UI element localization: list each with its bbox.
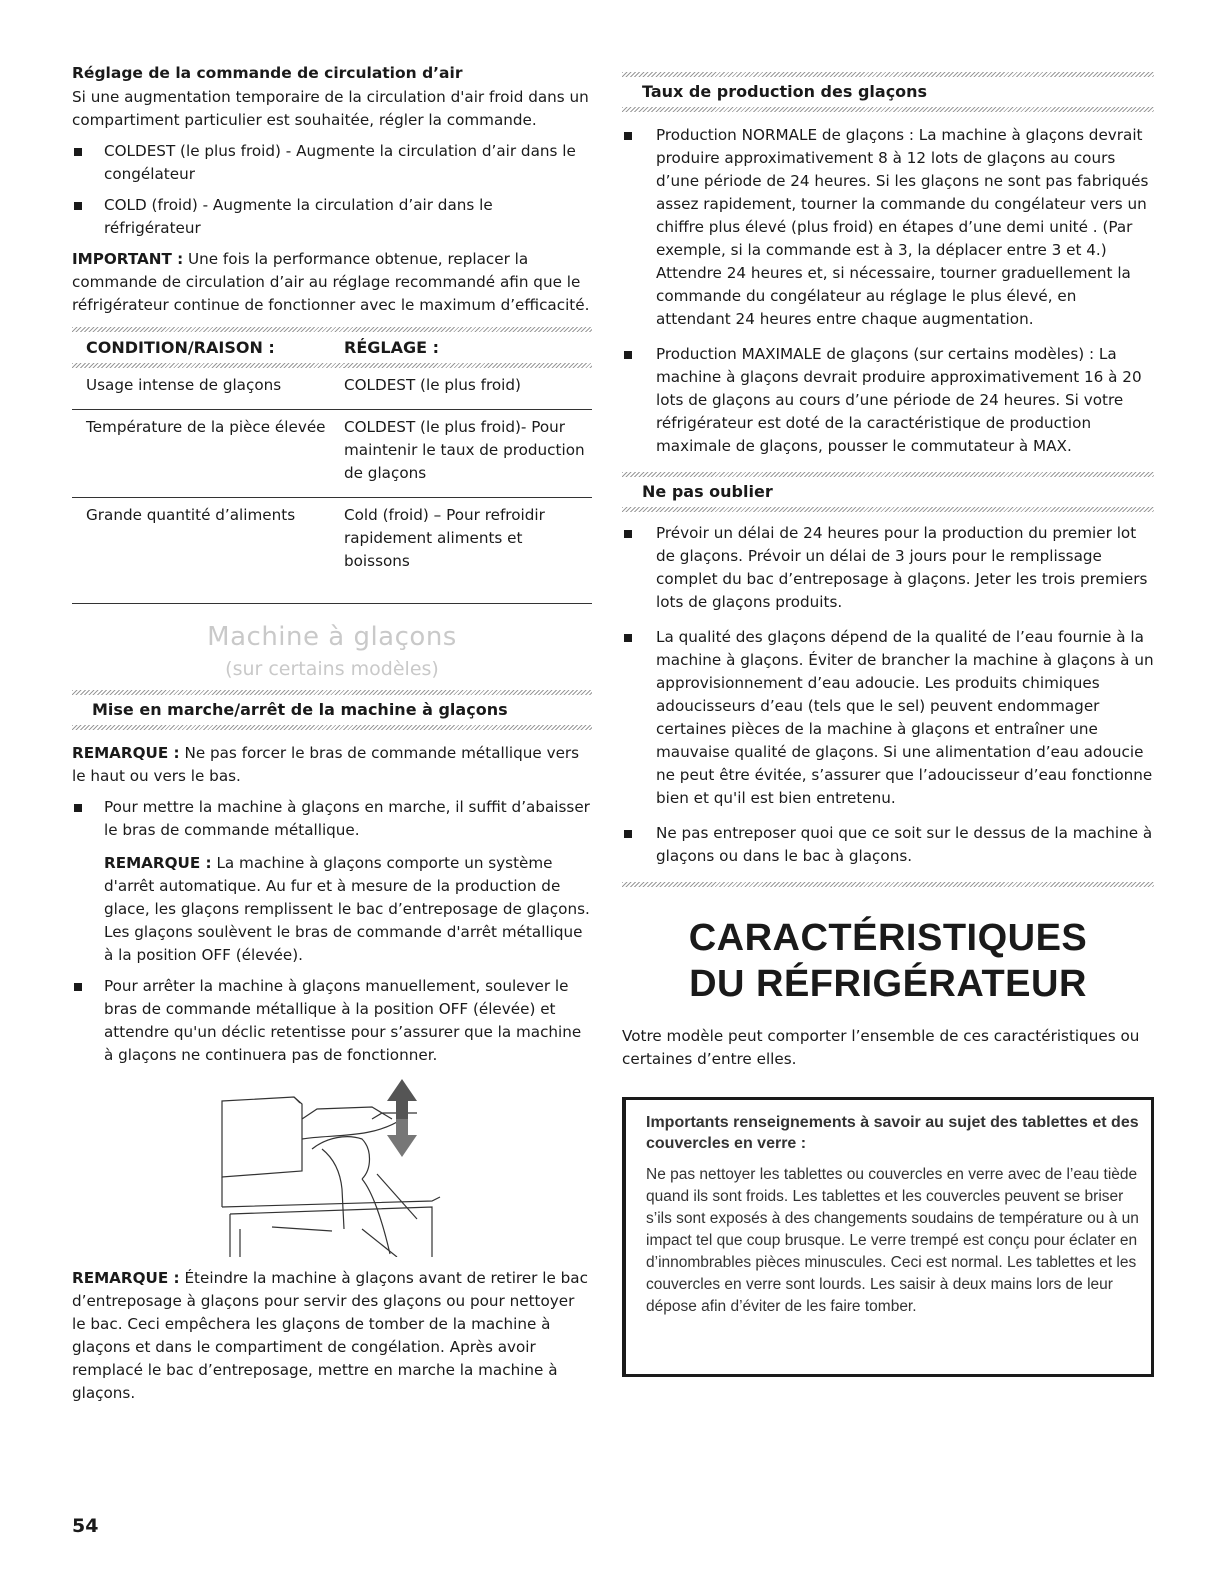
remember-heading-block (622, 472, 1154, 512)
note-text: Éteindre la machine à glaçons avant de retirer le bac d’entreposage à glaçons pour servir des glaçons ou pour nettoyer le bac. Ceci empêchera les glaçons de tomber de la machine à glaçons et dans le compartiment de congélation. Après avoir remplacé le bac d’entreposage, mettre en marche la machine à glaçons. (72, 1269, 588, 1402)
table-cell: Température de la pièce élevée (72, 410, 344, 498)
rate-bullet-2: Production MAXIMALE de glaçons (sur certains modèles) : La machine à glaçons devrait produire approximativement 16 à 20 lots de glaçons au cours d’une période de 24 heures. Si votre réfrigérateur est doté de la caractéristique de production maximale de glaçons, pousser le commutateur à MAX. (622, 343, 1154, 458)
features-intro: Votre modèle peut comporter l’ensemble de ces caractéristiques ou certaines d’entre elles. (622, 1027, 1140, 1068)
features-title-line-2: DU RÉFRIGÉRATEUR (689, 963, 1087, 1005)
note-label: REMARQUE : (104, 854, 212, 872)
table-cell: Grande quantité d’aliments (72, 498, 344, 604)
air-bullet-2: COLD (froid) - Augmente la circulation d’air dans le réfrigérateur (72, 194, 592, 240)
glass-shelves-warning-box (622, 1097, 1154, 1377)
table-header-condition: CONDITION/RAISON : (86, 338, 275, 357)
onoff-bullet-2: Pour arrêter la machine à glaçons manuellement, soulever le bras de commande métallique à la position OFF (élevée) et attendre qu'un déclic retentisse pour s’assurer que la machine à glaçons ne continuera pas de fonctionner. (72, 975, 592, 1067)
remember-bullet-2: La qualité des glaçons dépend de la qualité de l’eau fournie à la machine à glaçons. Éviter de brancher la machine à glaçons à un approvisionnement d’eau adoucie. Les produits chimiques adoucisseurs d’eau (tels que le sel) peuvent endommager certaines pièces de la machine à glaçons et entraîner une mauvaise qualité de glaçons. Si une alimentation d’eau adoucie ne peut être évitée, s’assurer que l’adoucisseur d’eau fonctionne bien et qu'il est bien entretenu. (622, 626, 1154, 810)
ice-section-subtitle: (sur certains modèles) (225, 658, 439, 680)
table-header-setting: RÉGLAGE : (344, 338, 439, 357)
ice-section-title: Machine à glaçons (207, 622, 457, 652)
onoff-sub-note (72, 852, 592, 967)
rate-heading: Taux de production des glaçons (642, 82, 928, 101)
table-row (72, 410, 592, 498)
hatch-rule (622, 882, 1154, 887)
box-text: Ne pas nettoyer les tablettes ou couvercles en verre avec de l’eau tiède quand ils sont froids. Les tablettes et les couvercles peuvent se briser s’ils sont exposés à des changements soudains de température ou à un impact tel que coup brusque. Le verre trempé est conçu pour éclater en d’innombrables pièces minuscules. Ceci est normal. Les tablettes et les couvercles en verre sont lourds. Les saisir à deux mains lors de leur dépose afin d’éviter de les faire tomber. (646, 1166, 1139, 1315)
features-title-line-1: CARACTÉRISTIQUES (688, 917, 1088, 959)
onoff-heading-block (72, 690, 592, 730)
table-cell: COLDEST (le plus froid)- Pour maintenir le taux de production de glaçons (344, 410, 592, 498)
onoff-note-1 (72, 742, 592, 788)
table-row (72, 498, 592, 604)
air-intro: Si une augmentation temporaire de la circulation d'air froid dans un compartiment particulier est souhaitée, régler la commande. (72, 88, 589, 129)
air-bullet-1: COLDEST (le plus froid) - Augmente la circulation d’air dans le congélateur (72, 140, 592, 186)
right-column (622, 72, 1154, 1377)
remember-heading: Ne pas oublier (642, 482, 773, 501)
onoff-heading: Mise en marche/arrêt de la machine à glaçons (92, 700, 508, 719)
ice-maker-illustration (72, 1079, 592, 1257)
note-label: REMARQUE : (72, 744, 180, 762)
table-cell: COLDEST (le plus froid) (344, 363, 592, 410)
table-cell: Usage intense de glaçons (72, 363, 344, 410)
important-text: Une fois la performance obtenue, replacer la commande de circulation d’air au réglage recommandé afin que le réfrigérateur continue de fonctionner avec le maximum d’efficacité. (72, 250, 590, 314)
onoff-bullet-1: Pour mettre la machine à glaçons en marche, il suffit d’abaisser le bras de commande métallique. (72, 796, 592, 842)
rate-heading-block (622, 72, 1154, 112)
table-row (72, 363, 592, 410)
note-label: REMARQUE : (72, 1269, 180, 1287)
table-bottom-rule (72, 603, 592, 604)
hatch-rule (622, 107, 1154, 112)
note-text: La machine à glaçons comporte un système d'arrêt automatique. Au fur et à mesure de la production de glace, les glaçons remplissent le bac d’entreposage de glaçons. Les glaçons soulèvent le bras de commande d'arrêt métallique à la position OFF (élevée). (104, 854, 590, 964)
rate-bullet-1: Production NORMALE de glaçons : La machine à glaçons devrait produire approximativement 8 à 12 lots de glaçons au cours d’une période de 24 heures. Si les glaçons ne sont pas fabriqués assez rapidement, tourner la commande du congélateur vers un chiffre plus élevé (plus froid) en étapes d’une demi unité . (Par exemple, si la commande est à 3, la déplacer entre 3 et 4.) Attendre 24 heures et, si nécessaire, tourner graduellement la commande du congélateur au réglage le plus élevé, en attendant 24 heures entre chaque augmentation. (622, 124, 1154, 331)
table-header-row (72, 332, 592, 363)
table-cell: Cold (froid) – Pour refroidir rapidement aliments et boissons (344, 498, 592, 604)
hatch-rule (72, 725, 592, 730)
left-column (72, 62, 592, 1405)
condition-table (72, 332, 592, 603)
box-heading: Importants renseignements à savoir au sujet des tablettes et des couvercles en verre : (646, 1114, 1139, 1152)
features-title (622, 915, 1154, 1007)
important-label: IMPORTANT : (72, 250, 184, 268)
important-note (72, 248, 592, 317)
onoff-note-2 (72, 1267, 592, 1405)
note-text: Ne pas forcer le bras de commande métallique vers le haut ou vers le bas. (72, 744, 580, 785)
remember-bullet-3: Ne pas entreposer quoi que ce soit sur le dessus de la machine à glaçons ou dans le bac à glaçons. (622, 822, 1154, 868)
air-heading: Réglage de la commande de circulation d’air (72, 64, 463, 82)
hatch-rule (622, 507, 1154, 512)
page-number: 54 (72, 1515, 99, 1537)
remember-bullet-1: Prévoir un délai de 24 heures pour la production du premier lot de glaçons. Prévoir un délai de 3 jours pour le remplissage complet du bac d’entreposage à glaçons. Jeter les trois premiers lots de glaçons produits. (622, 522, 1154, 614)
